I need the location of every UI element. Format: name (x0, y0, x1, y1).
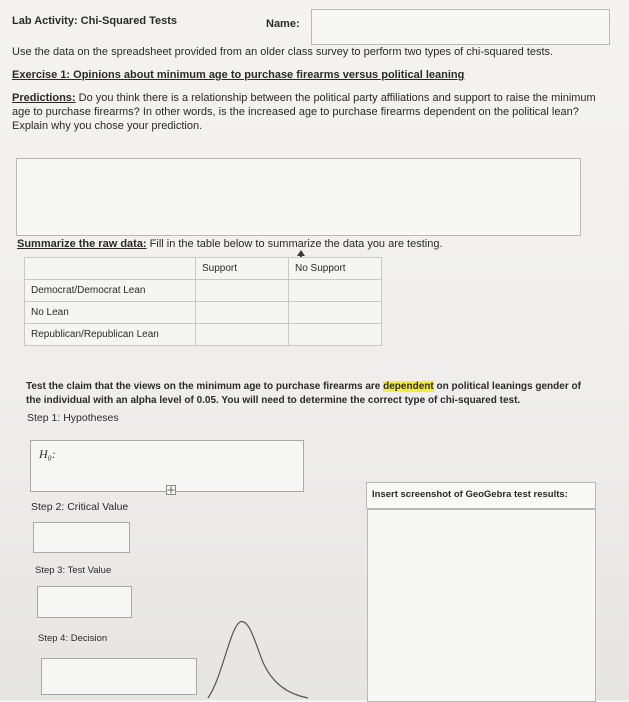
name-label: Name: (266, 18, 300, 30)
claim-part1: Test the claim that the views on the minimum age to purchase firearms are (26, 381, 384, 392)
table-header-row (25, 258, 382, 280)
table-header-no-support: No Support (289, 258, 382, 280)
step1-label: Step 1: Hypotheses (27, 412, 119, 424)
table-header-support: Support (196, 258, 289, 280)
summarize-line (17, 238, 443, 250)
screenshot-label-box (366, 482, 596, 509)
cell-republican-no-support[interactable] (289, 324, 382, 346)
lab-title: Lab Activity: Chi-Squared Tests (12, 15, 178, 27)
step4-label: Step 4: Decision (38, 633, 108, 644)
screenshot-drop-area[interactable] (367, 509, 596, 702)
cell-democrat-no-support[interactable] (289, 280, 382, 302)
step2-label: Step 2: Critical Value (31, 501, 129, 513)
table-header-blank (25, 258, 196, 280)
predictions-line1 (12, 92, 596, 104)
h0-label: H₀: (39, 447, 56, 461)
row-label-no-lean: No Lean (25, 302, 196, 324)
table-row (25, 280, 382, 302)
row-label-democrat: Democrat/Democrat Lean (25, 280, 196, 302)
claim-part2: on political leanings gender of (433, 381, 581, 392)
cell-democrat-support[interactable] (196, 280, 289, 302)
move-handle-icon[interactable] (166, 485, 176, 495)
name-field[interactable] (311, 9, 610, 45)
predictions-question: Do you think there is a relationship between the political party affiliations and support to raise the minimum (75, 92, 596, 104)
summarize-text: Fill in the table below to summarize the data you are testing. (146, 238, 443, 250)
raw-data-table (24, 257, 382, 346)
claim-highlight: dependent (383, 381, 434, 392)
predictions-line3: Explain why you chose your prediction. (12, 120, 203, 132)
decision-box[interactable] (41, 658, 197, 695)
screenshot-label: Insert screenshot of GeoGebra test results: (372, 489, 568, 500)
summarize-label: Summarize the raw data: (17, 238, 147, 250)
cell-no-lean-support[interactable] (196, 302, 289, 324)
exercise-title: Exercise 1: Opinions about minimum age to purchase firearms versus political leaning (12, 69, 465, 81)
intro-text: Use the data on the spreadsheet provided from an older class survey to perform two types of chi-squared tests. (12, 46, 554, 58)
predictions-label: Predictions: (12, 92, 76, 104)
cell-republican-support[interactable] (196, 324, 289, 346)
chi-square-curve-graphic (200, 608, 310, 700)
step3-label: Step 3: Test Value (35, 565, 112, 576)
critical-value-box[interactable] (33, 522, 130, 553)
predictions-line2: age to purchase firearms? In other words, is the increased age to purchase firearms dependent on the political lean? (12, 106, 579, 118)
table-row (25, 324, 382, 346)
row-label-republican: Republican/Republican Lean (25, 324, 196, 346)
cell-no-lean-no-support[interactable] (289, 302, 382, 324)
prediction-answer-box[interactable] (16, 158, 581, 236)
claim-line2: the individual with an alpha level of 0.05. You will need to determine the correct type of chi-squared test. (26, 395, 521, 406)
table-row (25, 302, 382, 324)
claim-line1 (26, 381, 581, 392)
test-value-box[interactable] (37, 586, 132, 618)
